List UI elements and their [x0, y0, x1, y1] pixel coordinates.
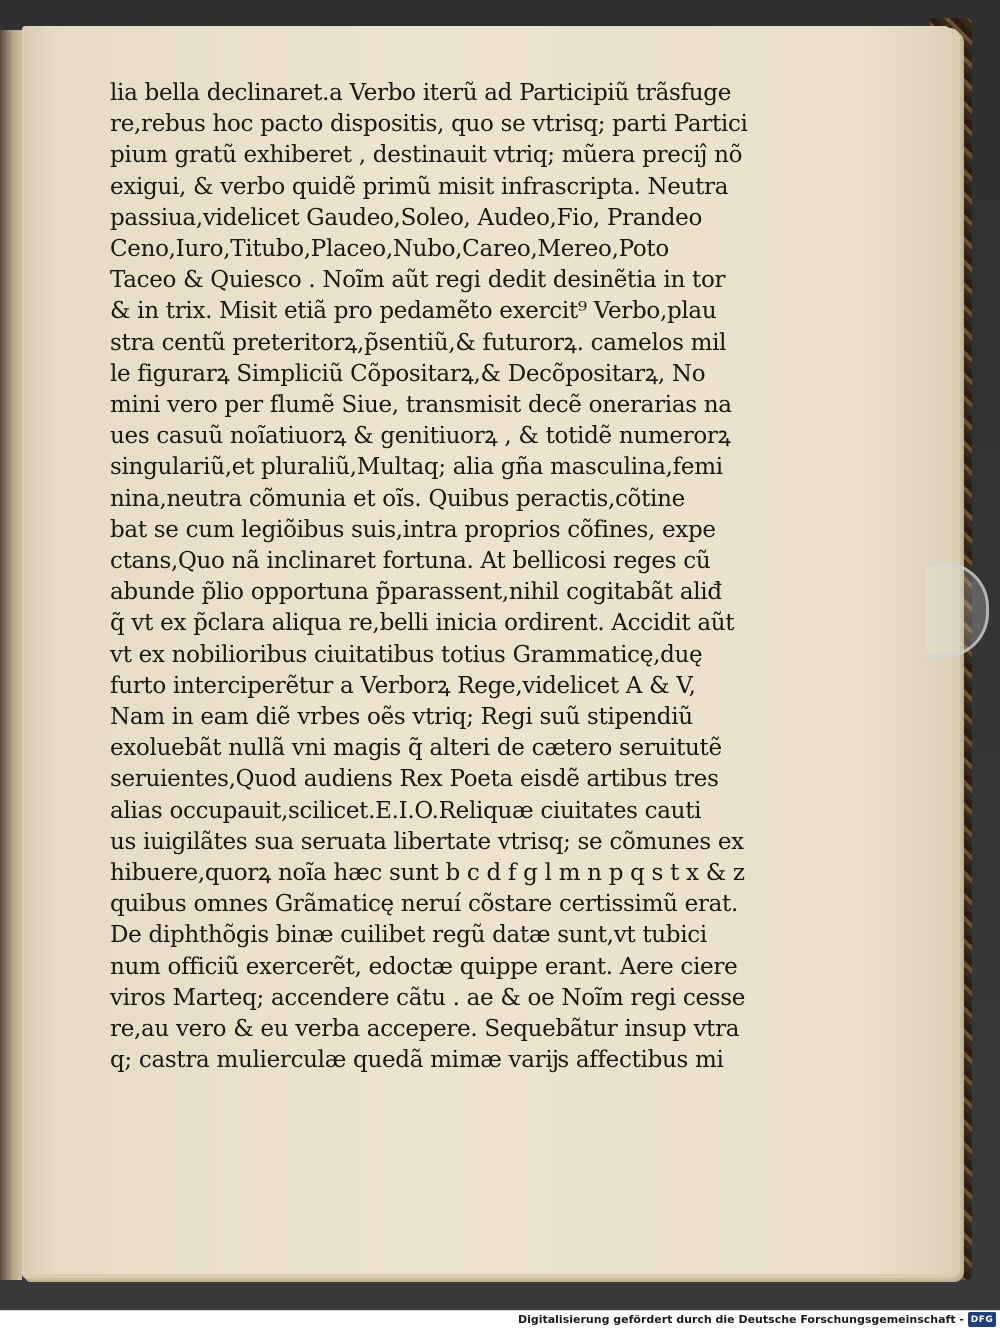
text-line: lia bella declinaret.a Verbo iterũ ad Participiũ trãsfuge [110, 80, 732, 106]
text-line: vt ex nobilioribus ciuitatibus totius Grammaticę,duę [110, 641, 703, 668]
book-binding [0, 30, 22, 1280]
text-line: passiua,videlicet Gaudeo,Soleo, Audeo,Fio, Prandeo [110, 204, 702, 231]
text-line: pium gratũ exhiberet , destinauit vtriq; mũera preciĵ nõ [110, 142, 743, 169]
text-line: viros Marteq; accendere cãtu . ae & oe Noĩm regi cesse [110, 984, 746, 1011]
text-line: De diphthõgis binæ cuilibet regũ datæ sunt,vt tubici [110, 922, 707, 949]
funding-credit: Digitalisierung gefördert durch die Deutsche Forschungsgemeinschaft - [517, 1313, 964, 1326]
text-line: singulariũ,et pluraliũ,Multaq; alia gña masculina,femi [110, 454, 723, 481]
text-line: quibus omnes Grãmaticę neruí cõstare certissimũ erat. [110, 891, 738, 918]
dfg-logo: DFG [968, 1312, 996, 1327]
footer-bar [0, 1310, 1000, 1330]
text-line: le figurarꝝ Simpliciũ Cõpositarꝝ,& Decõpositarꝝ, No [110, 360, 706, 387]
text-line: re,rebus hoc pacto dispositis, quo se vtrisq; parti Partici [110, 111, 748, 138]
text-line: & in trix. Misit etiã pro pedamẽto exercit⁹ Verbo,plau [110, 298, 717, 325]
text-line: ctans,Quo nã inclinaret fortuna. At bellicosi reges cũ [110, 548, 711, 574]
text-line: mini vero per flumẽ Siue, transmisit decẽ onerarias na [110, 392, 732, 418]
printed-text-block [110, 78, 750, 1074]
text-line: exoluebãt nullã vni magis q̃ alteri de cætero seruitutẽ [110, 735, 722, 762]
text-line: re,au vero & eu verba accepere. Sequebãtur insup vtra [110, 1016, 740, 1042]
text-line: q; castra mulierculæ quedã mimæ varĳs affectibus mi [110, 1047, 724, 1074]
text-line: Taceo & Quiesco . Noĩm aũt regi dedit desinẽtia in tor [110, 267, 726, 294]
text-line: seruientes,Quod audiens Rex Poeta eisdẽ artibus tres [110, 766, 719, 793]
text-line: Nam in eam diẽ vrbes oẽs vtriq; Regi suũ stipendiũ [110, 704, 693, 730]
text-line: exigui, & verbo quidẽ primũ misit infrascripta. Neutra [110, 173, 729, 200]
text-line: nina,neutra cõmunia et oĩs. Quibus peractis,cõtine [110, 485, 685, 512]
text-line: hibuere,quorꝝ noĩa hæc sunt b c d f g l m n p q s t x & z [110, 860, 745, 886]
text-line: alias occupauit,scilicet.E.I.O.Reliquæ ciuitates cauti [110, 797, 702, 824]
text-line: Ceno,Iuro,Titubo,Placeo,Nubo,Careo,Mereo,Poto [110, 236, 669, 262]
text-line: bat se cum legiõibus suis,intra proprios cõfines, expe [110, 516, 716, 543]
text-line: us iuigilãtes sua seruata libertate vtrisq; se cõmunes ex [110, 828, 744, 855]
text-line: num officiũ exercerẽt, edoctæ quippe erant. Aere ciere [110, 953, 738, 980]
text-line: stra centũ preteritorꝝ,p̃sentiũ,& futurorꝝ. camelos mil [110, 329, 727, 356]
text-line: furto interciperẽtur a Verborꝝ Rege,videlicet A & V, [110, 672, 696, 699]
text-line: q̃ vt ex p̃clara aliqua re,belli inicia ordirent. Accidit aũt [110, 610, 735, 637]
text-line: ues casuũ noĩatiuorꝝ & genitiuorꝝ , & totidẽ numerorꝝ [110, 423, 731, 450]
text-line: abunde p̃lio opportuna p̃parassent,nihil cogitabãt aliđ [110, 579, 722, 606]
